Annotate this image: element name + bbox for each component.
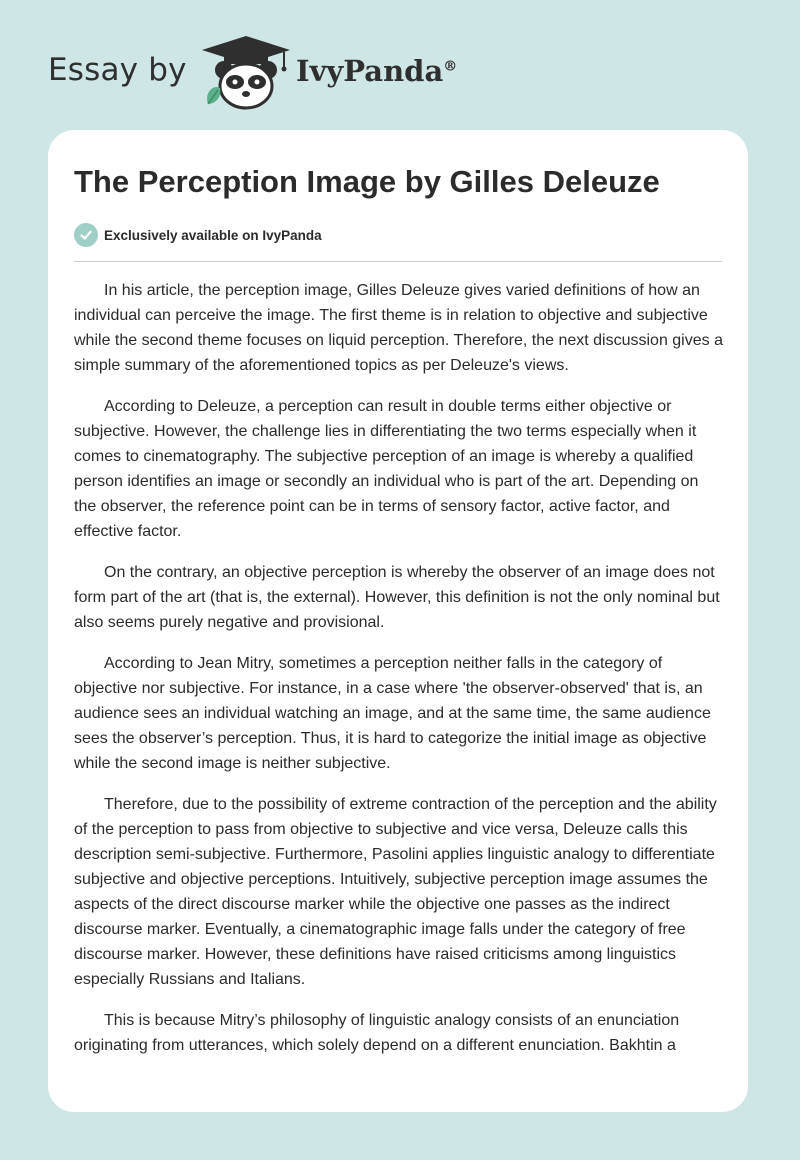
check-icon	[74, 223, 98, 247]
exclusive-badge-label: Exclusively available on IvyPanda	[104, 227, 322, 243]
page-title: The Perception Image by Gilles Deleuze	[74, 164, 660, 199]
essay-body	[74, 278, 724, 1074]
paragraph: This is because Mitry’s philosophy of linguistic analogy consists of an enunciation originating from utterances, which solely depend on a different enunciation. Bakhtin a	[74, 1012, 680, 1054]
panda-graduate-icon	[200, 34, 292, 110]
divider	[74, 261, 722, 262]
paragraph: On the contrary, an objective perception is whereby the observer of an image does not form part of the art (that is, the external). However, this definition is not the only nominal but also seems purely negative and provisional.	[74, 564, 720, 631]
paragraph: In his article, the perception image, Gilles Deleuze gives varied definitions of how an individual can perceive the image. The first theme is in relation to objective and subjective while the second theme focuses on liquid perception. Therefore, the next discussion gives a simple summary of the aforementioned topics as per Deleuze's views.	[74, 282, 723, 374]
paragraph: Therefore, due to the possibility of extreme contraction of the perception and the ability of the perception to pass from objective to subjective and vice versa, Deleuze calls this description semi-subjective. Furthermore, Pasolini applies linguistic analogy to differentiate subjective and objective perceptions. Intuitively, subjective perception image assumes the aspects of the direct discourse marker while the objective one passes as the indirect discourse marker. Eventually, a cinematographic image falls under the category of free discourse marker. However, these definitions have raised criticisms among linguistics especially Russians and Italians.	[74, 796, 717, 988]
paragraph: According to Jean Mitry, sometimes a perception neither falls in the category of objective nor subjective. For instance, in a case where 'the observer-observed' that is, an audience sees an individual watching an image, and at the same time, the same audience sees the observer’s perception. Thus, it is hard to categorize the initial image as objective while the second image is neither subjective.	[74, 655, 711, 772]
essay-card	[48, 130, 748, 1112]
paragraph: According to Deleuze, a perception can result in double terms either objective or subjective. However, the challenge lies in differentiating the two terms especially when it comes to cinematography. The subjective perception of an image is whereby a qualified person identifies an image or secondly an individual who is part of the art. Depending on the observer, the reference point can be in terms of sensory factor, active factor, and effective factor.	[74, 398, 699, 540]
brand-name: IvyPanda®	[296, 54, 458, 88]
registered-mark: ®	[443, 58, 458, 75]
site-header	[0, 0, 800, 130]
exclusive-badge	[74, 222, 322, 248]
essay-by-label: Essay by	[48, 52, 187, 88]
